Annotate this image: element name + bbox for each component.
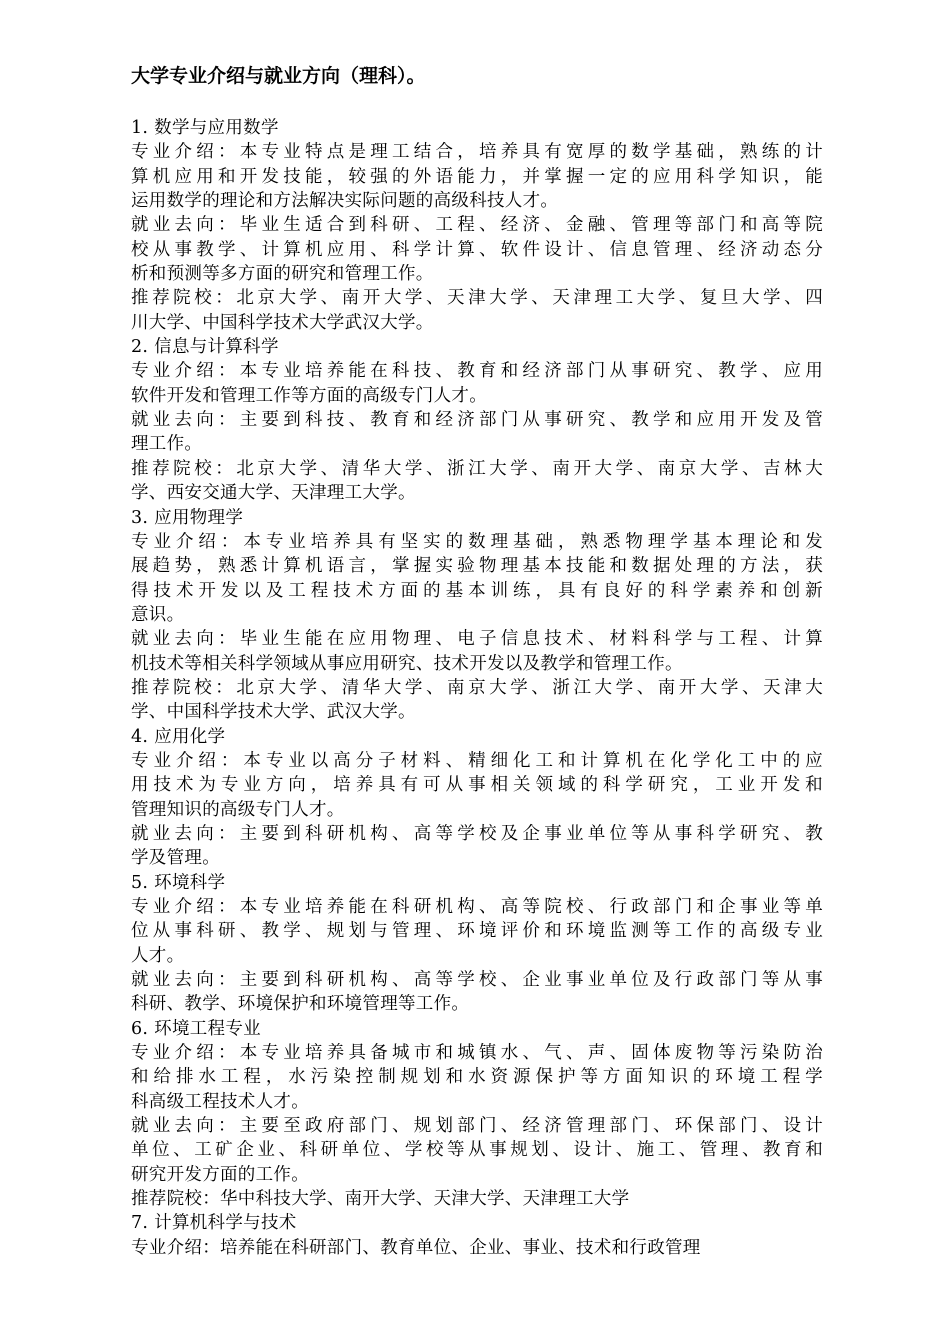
section-heading: 7. 计算机科学与技术: [131, 1213, 297, 1234]
schools-line: 川大学、中国科学技术大学武汉大学。: [131, 312, 434, 333]
section: [131, 1017, 823, 1212]
intro-line: 专业介绍：本专业培养能在科技、教育和经济部门从事研究、教学、应用: [131, 361, 823, 382]
intro-line: 展趋势，熟悉计算机语言，掌握实验物理基本技能和数据处理的方法，获: [131, 556, 823, 577]
section: [131, 725, 823, 871]
career-line: 就业去向：主要至政府部门、规划部门、经济管理部门、环保部门、设计: [131, 1116, 823, 1137]
intro-line: 得技术开发以及工程技术方面的基本训练，具有良好的科学素养和创新: [131, 580, 823, 601]
career-line: 就业去向：主要到科研机构、高等学校、企业事业单位及行政部门等从事: [131, 970, 823, 991]
section-heading: 3. 应用物理学: [131, 507, 244, 528]
intro-line: 软件开发和管理工作等方面的高级专门人才。: [131, 385, 487, 406]
section: [131, 335, 823, 505]
schools-line: 推荐院校：华中科技大学、南开大学、天津大学、天津理工大学: [131, 1189, 630, 1210]
intro-line: 管理知识的高级专门人才。: [131, 799, 345, 820]
schools-line: 推荐院校：北京大学、清华大学、浙江大学、南开大学、南京大学、吉林大: [131, 458, 823, 479]
intro-line: 位从事科研、教学、规划与管理、环境评价和环境监测等工作的高级专业: [131, 921, 823, 942]
section-heading: 2. 信息与计算科学: [131, 337, 279, 358]
intro-line: 运用数学的理论和方法解决实际问题的高级科技人才。: [131, 191, 559, 212]
intro-line: 专业介绍：本专业培养能在科研机构、高等院校、行政部门和企事业等单: [131, 897, 823, 917]
section: [131, 1211, 823, 1260]
intro-line: 人才。: [131, 945, 185, 966]
career-line: 析和预测等多方面的研究和管理工作。: [131, 264, 434, 285]
intro-line: 用技术为专业方向，培养具有可从事相关领域的科学研究，工业开发和: [131, 775, 823, 796]
section: [131, 506, 823, 725]
career-line: 单位、工矿企业、科研单位、学校等从事规划、设计、施工、管理、教育和: [131, 1140, 823, 1161]
intro-line: 算机应用和开发技能，较强的外语能力，并掌握一定的应用科学知识，能: [131, 166, 823, 187]
career-line: 研究开发方面的工作。: [131, 1164, 309, 1185]
schools-line: 学、西安交通大学、天津理工大学。: [131, 483, 416, 504]
career-line: 就业去向：主要到科技、教育和经济部门从事研究、教学和应用开发及管: [131, 410, 823, 431]
section-heading: 6. 环境工程专业: [131, 1018, 261, 1039]
document-title: 大学专业介绍与就业方向（理科）。: [131, 65, 426, 87]
intro-line: 专业介绍：本专业特点是理工结合，培养具有宽厚的数学基础，熟练的计: [131, 142, 823, 163]
document-page: [131, 64, 823, 1260]
schools-line: 学、中国科学技术大学、武汉大学。: [131, 702, 416, 723]
career-line: 校从事教学、计算机应用、科学计算、软件设计、信息管理、经济动态分: [131, 239, 823, 260]
section: [131, 871, 823, 1017]
section: [131, 116, 823, 335]
intro-line: 专业介绍：培养能在科研部门、教育单位、企业、事业、技术和行政管理: [131, 1237, 701, 1258]
career-line: 机技术等相关科学领域从事应用研究、技术开发以及教学和管理工作。: [131, 653, 683, 674]
schools-line: 推荐院校：北京大学、清华大学、南京大学、浙江大学、南开大学、天津大: [131, 677, 823, 698]
career-line: 理工作。: [131, 434, 203, 455]
career-line: 学及管理。: [131, 848, 220, 869]
schools-line: 推荐院校：北京大学、南开大学、天津大学、天津理工大学、复旦大学、四: [131, 288, 823, 309]
career-line: 就业去向：毕业生能在应用物理、电子信息技术、材料科学与工程、计算: [131, 629, 823, 650]
intro-line: 科高级工程技术人才。: [131, 1091, 309, 1112]
section-heading: 4. 应用化学: [131, 726, 226, 747]
career-line: 就业去向：主要到科研机构、高等学校及企事业单位等从事科学研究、教: [131, 823, 823, 844]
intro-line: 和给排水工程，水污染控制规划和水资源保护等方面知识的环境工程学: [131, 1067, 823, 1088]
document-body: [131, 116, 823, 1260]
section-heading: 1. 数学与应用数学: [131, 118, 279, 138]
career-line: 科研、教学、环境保护和环境管理等工作。: [131, 994, 470, 1015]
intro-line: 专业介绍：本专业培养具有坚实的数理基础，熟悉物理学基本理论和发: [131, 531, 823, 552]
intro-line: 专业介绍：本专业培养具备城市和城镇水、气、声、固体废物等污染防治: [131, 1043, 823, 1064]
section-heading: 5. 环境科学: [131, 872, 226, 893]
intro-line: 意识。: [131, 604, 185, 625]
career-line: 就业去向：毕业生适合到科研、工程、经济、金融、管理等部门和高等院: [131, 215, 823, 236]
intro-line: 专业介绍：本专业以高分子材料、精细化工和计算机在化学化工中的应: [131, 750, 823, 771]
